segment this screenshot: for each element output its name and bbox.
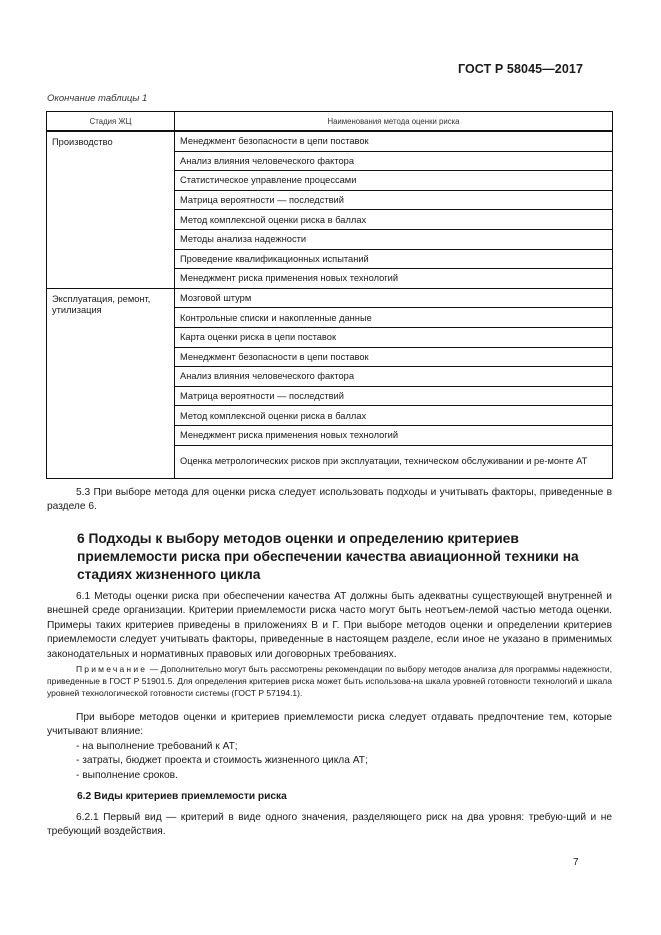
stage-cell: Эксплуатация, ремонт, утилизация <box>47 288 175 478</box>
method-cell: Менеджмент риска применения новых технологий <box>175 269 613 289</box>
method-cell: Проведение квалификационных испытаний <box>175 249 613 269</box>
method-cell: Анализ влияния человеческого фактора <box>175 151 613 171</box>
method-cell: Менеджмент безопасности в цепи поставок <box>175 347 613 367</box>
document-code: ГОСТ Р 58045—2017 <box>457 62 583 76</box>
column-header-stage: Стадия ЖЦ <box>47 112 175 132</box>
method-cell: Метод комплексной оценки риска в баллах <box>175 406 613 426</box>
note-paragraph <box>47 663 612 700</box>
method-cell: Анализ влияния человеческого фактора <box>175 367 613 387</box>
method-cell: Менеджмент безопасности в цепи поставок <box>175 131 613 151</box>
paragraph-6-2-1: 6.2.1 Первый вид — критерий в виде одного значения, разделяющего риск на два уровня: требую-щий и не требующий воздействия. <box>47 812 612 838</box>
table-row <box>47 288 613 308</box>
method-cell: Матрица вероятности — последствий <box>175 386 613 406</box>
influence-list <box>76 740 368 783</box>
list-item: - на выполнение требований к АТ; <box>76 740 368 754</box>
table-row <box>47 131 613 151</box>
subsection-6-2-heading: 6.2 Виды критериев приемлемости риска <box>77 791 287 802</box>
risk-methods-table <box>46 111 613 479</box>
paragraph-6-1: 6.1 Методы оценки риска при обеспечении качества АТ должны быть адекватны существующей внутренней и внешней среде организации. Критерии приемлемости риска часто могут быть неотъем-лемой частью метода оценки. Примеры таких критериев приведены в приложениях В и Г. При выборе методов оценки и определении критериев приемлемости следует учитывать факторы, приведенные в настоящем разделе, если иное не указано в применимых законодательных и нормативных правовых или договорных требованиях. <box>47 591 612 660</box>
method-cell: Менеджмент риска применения новых технологий <box>175 425 613 445</box>
method-cell: Методы анализа надежности <box>175 229 613 249</box>
column-header-method: Наименования метода оценки риска <box>175 112 613 132</box>
method-cell: Метод комплексной оценки риска в баллах <box>175 210 613 230</box>
method-cell: Карта оценки риска в цепи поставок <box>175 327 613 347</box>
method-cell: Контрольные списки и накопленные данные <box>175 308 613 328</box>
note-label: Примечание <box>76 664 148 674</box>
stage-cell: Производство <box>47 131 175 288</box>
table-header-row <box>47 112 613 132</box>
page-number: 7 <box>573 857 579 868</box>
method-cell: Статистическое управление процессами <box>175 171 613 191</box>
note-text: — Дополнительно могут быть рассмотрены рекомендации по выбору методов анализа для программы надежности, приведенные в ГОСТ Р 51901.5. Для определения критериев риска может быть использова-на шкала уровней готовности технологий и шкала уровней технологической готовности системы (ГОСТ Р 57194.1). <box>47 664 612 699</box>
list-item: - затраты, бюджет проекта и стоимость жизненного цикла АТ; <box>76 754 368 768</box>
method-cell: Матрица вероятности — последствий <box>175 190 613 210</box>
table-caption: Окончание таблицы 1 <box>47 93 148 104</box>
method-cell: Оценка метрологических рисков при эксплуатации, техническом обслуживании и ре-монте АТ <box>180 455 588 466</box>
method-cell: Мозговой штурм <box>175 288 613 308</box>
paragraph-5-3: 5.3 При выборе метода для оценки риска следует использовать подходы и учитывать факторы, приведенные в разделе 6. <box>47 487 612 513</box>
section-6-heading: 6 Подходы к выбору методов оценки и определению критериев приемлемости риска при обеспечении качества авиационной техники на стадиях жизненного цикла <box>77 531 579 582</box>
list-item: - выполнение сроков. <box>76 769 368 783</box>
paragraph-preference: При выборе методов оценки и критериев приемлемости риска следует отдавать предпочтение тем, которые учитывают влияние: <box>47 712 612 738</box>
